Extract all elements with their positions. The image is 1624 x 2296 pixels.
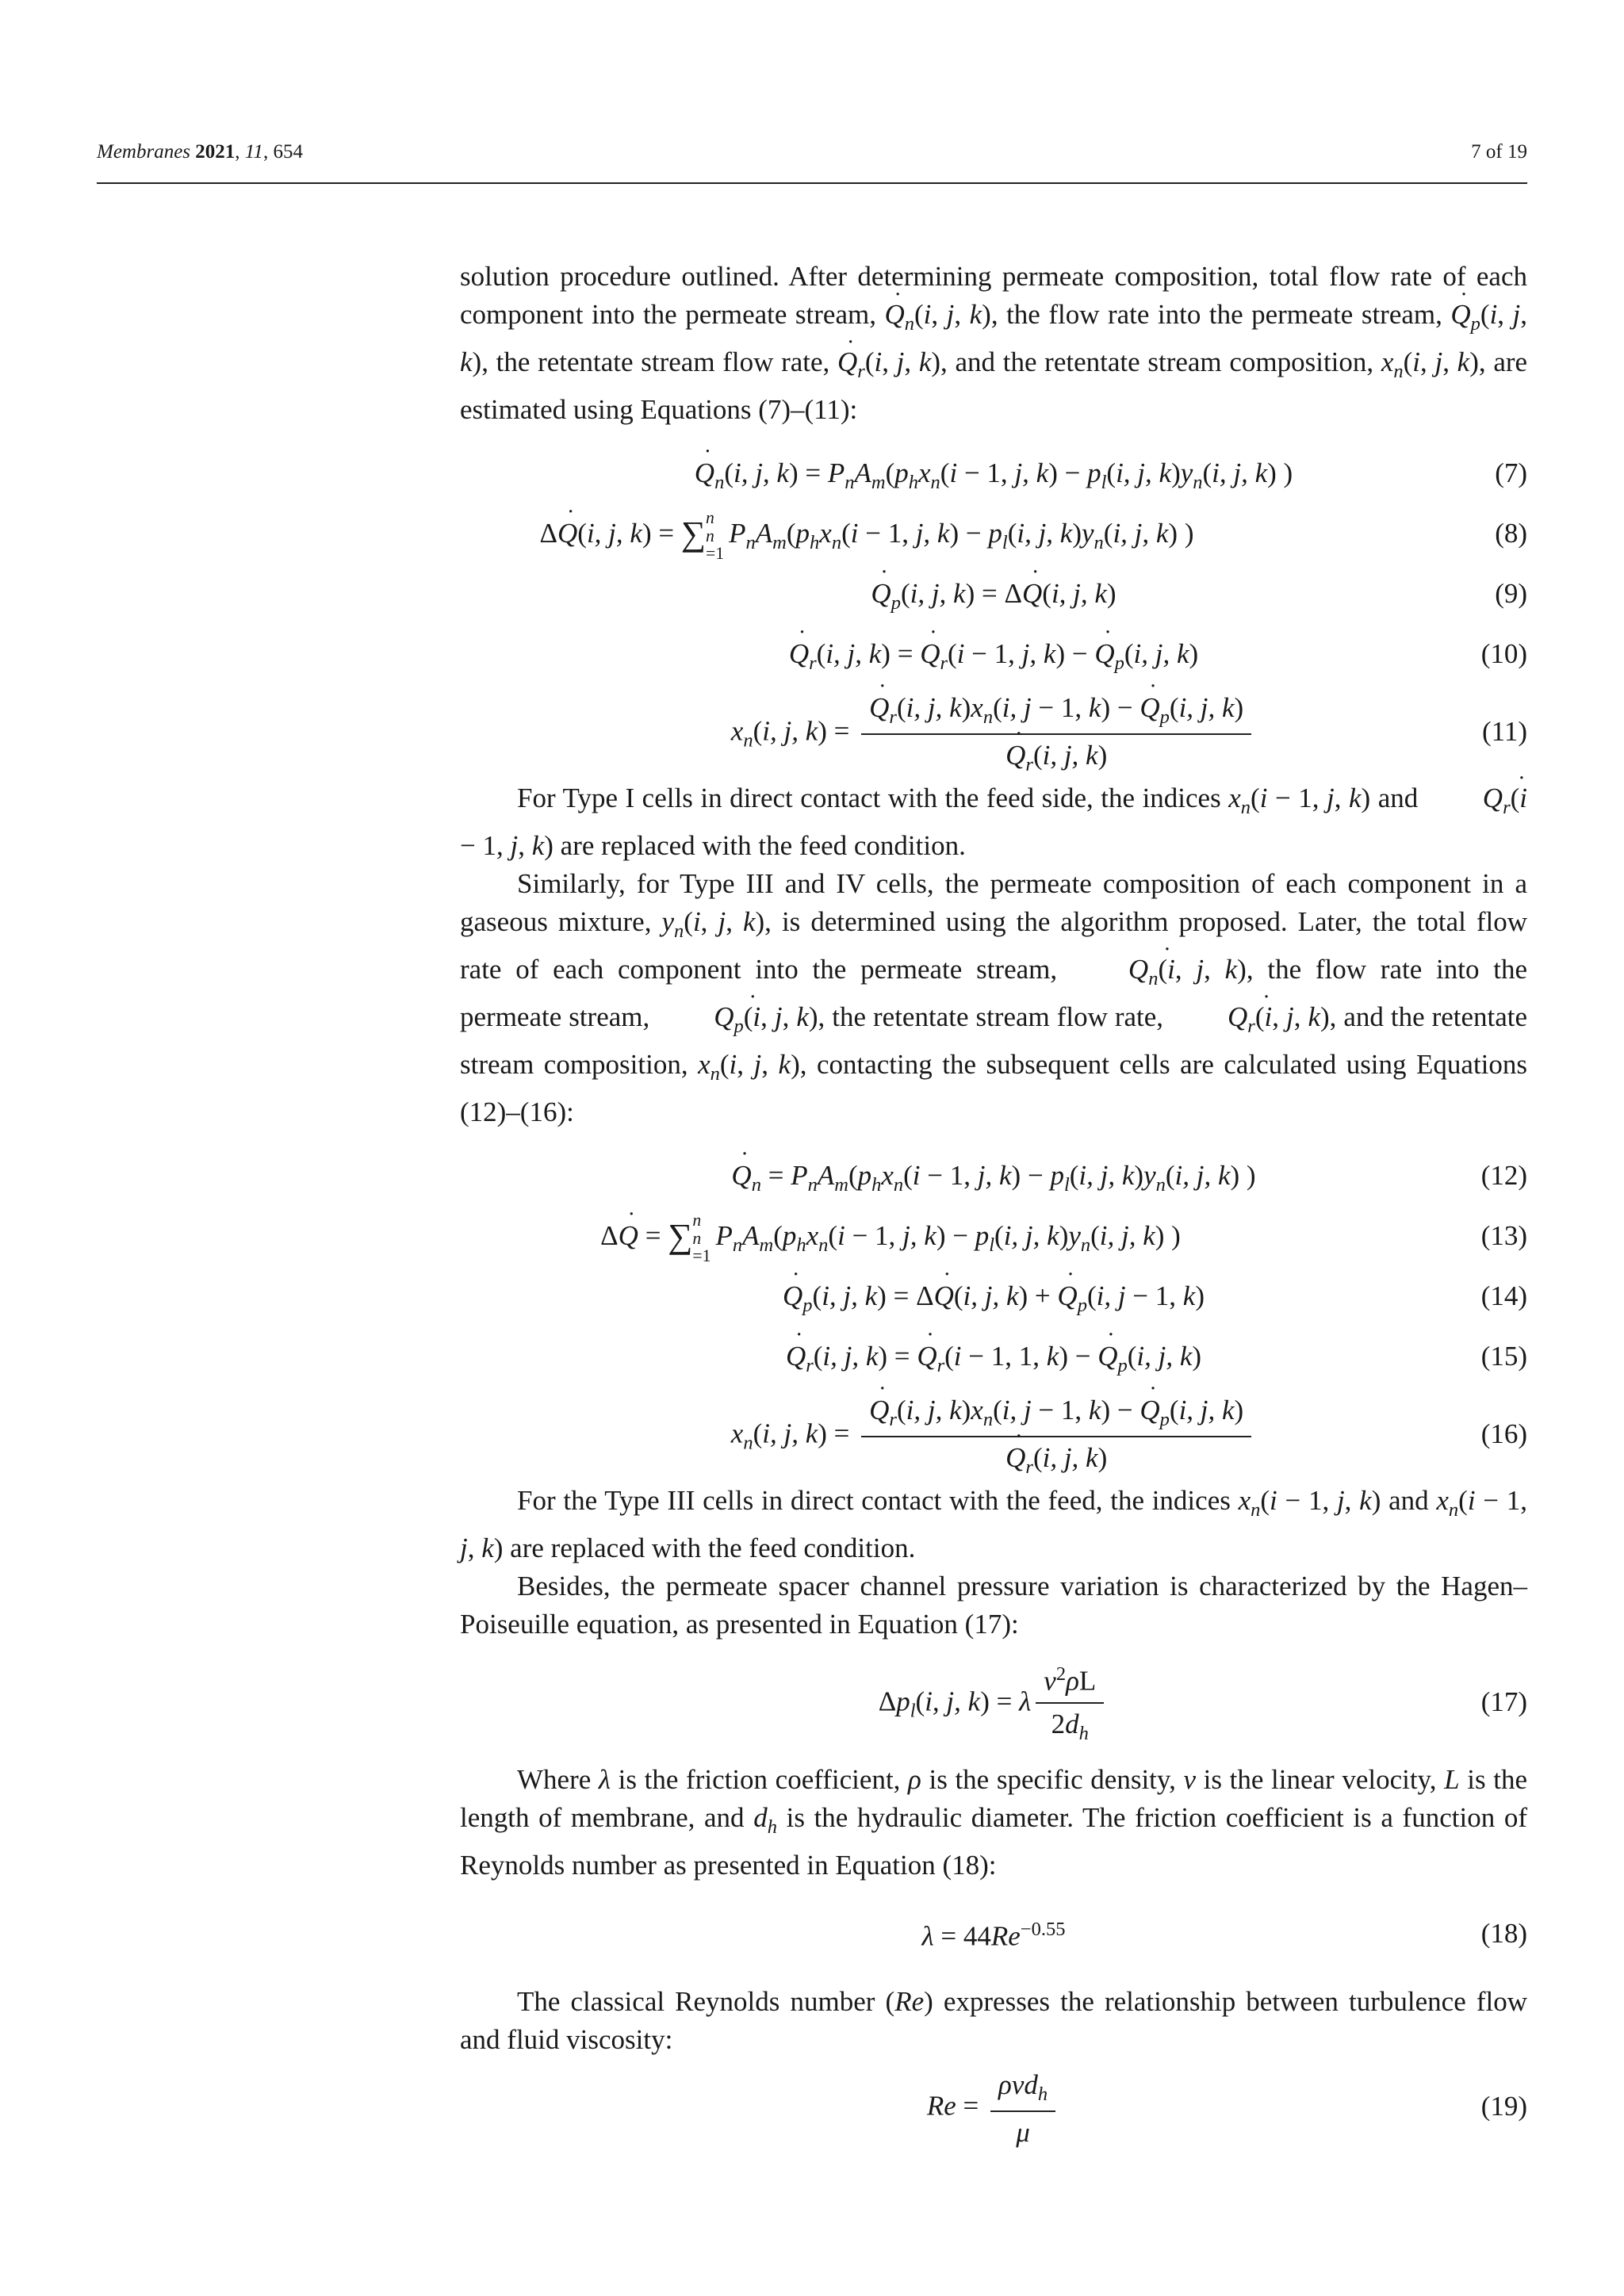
equation-number: (18) [1480,1918,1527,1949]
equation-18: $\lambda = 44Re^{-0.55}$ (18) [460,1896,1527,1972]
paragraph: Besides, the permeate spacer channel pressure variation is characterized by the Hagen–Poiseuille equation, as presented in Equation (17): [460,1571,1527,1640]
equation-10: ˙ $Q_r(i$, j, k) = ˙ $Q_r(i - 1$, j, k) − ˙ $Q_p(i$, j, k) (10) [460,624,1527,684]
page-number: 7 of 19 [1471,141,1527,163]
paragraph: Similarly, for Type III and IV cells, the permeate composition of each component in a gaseous mixture, $y_n(i$, j, k), is determined using the algorithm proposed. Later, the total flow rate of each component into the permeate stream, ˙ $Q_n(i$, j, k), the flow rate into the permeate stream, ˙ $Q_p(i$, j, k), the retentate stream flow rate, ˙ $Q_r(i$, j, k), and the retentate stream composition, $x_n(i$, j, k), contacting the subsequent cells are calculated using Equations (12)–(16): [460,865,1527,1131]
equation-11: $x_n(i$, j, k) = ˙ $Q_r(i$, j, $k)x_n(i$, j − 1, k) − ˙ $Q_p(i$, j, k) ˙ $Q_r(i$, j, k) (11) [460,684,1527,779]
equation-number: (9) [1495,578,1527,609]
equation-9: ˙ $Q_p(i$, j, k) = Δ˙ Q(i, j, k) (9) [460,564,1527,624]
equation-17: $\Delta p_l(i$, j, k) = λ $\frac{v^2\rho L}{2d_h}$ (17) [460,1655,1527,1750]
paragraph: For Type I cells in direct contact with the feed side, the indices $x_n(i - 1$, j, k) and ˙ $Q_r(i - 1$, j, k) are replaced with the feed condition. [460,779,1527,865]
equation-14: ˙ $Q_p(i$, j, k) = Δ˙ Q(i, j, k) + ˙ $Q_p(i$, j − 1, k) (14) [460,1266,1527,1326]
journal-citation: Membranes 2021, 11, 654 [97,141,303,163]
equation-number: (12) [1480,1160,1527,1191]
journal-volume: 11 [244,141,263,163]
equation-number: (8) [1495,518,1527,549]
paragraph: Where λ is the friction coefficient, ρ is the specific density, v is the linear velocity, L is the length of membrane, and $d_h$ is the hydraulic diameter. The friction coefficient is a function of Reynolds number as presented in Equation (18): [460,1764,1527,1881]
equation-number: (11) [1481,716,1527,747]
equation-12: ˙ $Q_n = P_nA_m(p_hx_n(i - 1$, j, $k) - p_l(i$, j, $k)y_n(i$, j, k) ) (12) [460,1146,1527,1206]
equation-number: (7) [1495,457,1527,488]
equation-13: Δ˙ Q = ∑ n n =1 $P_nA_m(p_hx_n(i - 1$, j, $k) - p_l(i$, j, $k)y_n(i$, j, k) ) (13) [254,1206,1527,1266]
equation-19: Re = $\frac{\rho vd_h}{\mu}$ (19) [460,2059,1527,2154]
equation-number: (13) [1480,1220,1527,1251]
paragraph: The classical Reynolds number (Re) expresses the relationship between turbulence flow and fluid viscosity: [460,1986,1527,2055]
equation-number: (14) [1480,1280,1527,1311]
equation-number: (17) [1480,1686,1527,1717]
journal-year: 2021 [195,141,236,163]
journal-name: Membranes [97,141,191,163]
article-number: 654 [273,141,303,163]
equation-16: $x_n(i$, j, k) = ˙ $Q_r(i$, j, $k)x_n(i$, j − 1, k) − ˙ $Q_p(i$, j, k) ˙ $Q_r(i$, j, k) (16) [460,1387,1527,1482]
equation-number: (19) [1480,2091,1527,2122]
equation-15: ˙ $Q_r(i$, j, k) = ˙ $Q_r(i - 1$, 1, k) − ˙ $Q_p(i$, j, k) (15) [460,1326,1527,1387]
paragraph: solution procedure outlined. After determining permeate composition, total flow rate of each component into the permeate stream, ˙ $Q_n(i$, j, k), the flow rate into the permeate stream, ˙ $Q_p(i$, j, k), the retentate stream flow rate, ˙ $Q_r(i$, j, k), and the retentate stream composition, $x_n(i$, j, k), are estimated using Equations (7)–(11): [460,258,1527,429]
page-content [460,258,1527,2154]
equation-number: (15) [1480,1341,1527,1372]
header-rule [97,182,1527,184]
equation-7: ˙ $Q_n(i$, j, $k) = P_nA_m(p_hx_n(i - 1$, j, $k) - p_l(i$, j, $k)y_n(i$, j, k) ) (7) [460,443,1527,503]
equation-number: (16) [1480,1418,1527,1449]
paragraph: For the Type III cells in direct contact with the feed, the indices $x_n(i - 1$, j, k) and $x_n(i - 1$, j, k) are replaced with the feed condition. [460,1485,1527,1563]
equation-8: Δ˙ Q(i, j, k) = ∑ n n =1 $P_nA_m(p_hx_n(i - 1$, j, $k) - p_l(i$, j, $k)y_n(i$, j, k) ) (8) [206,503,1527,564]
equation-number: (10) [1480,638,1527,669]
